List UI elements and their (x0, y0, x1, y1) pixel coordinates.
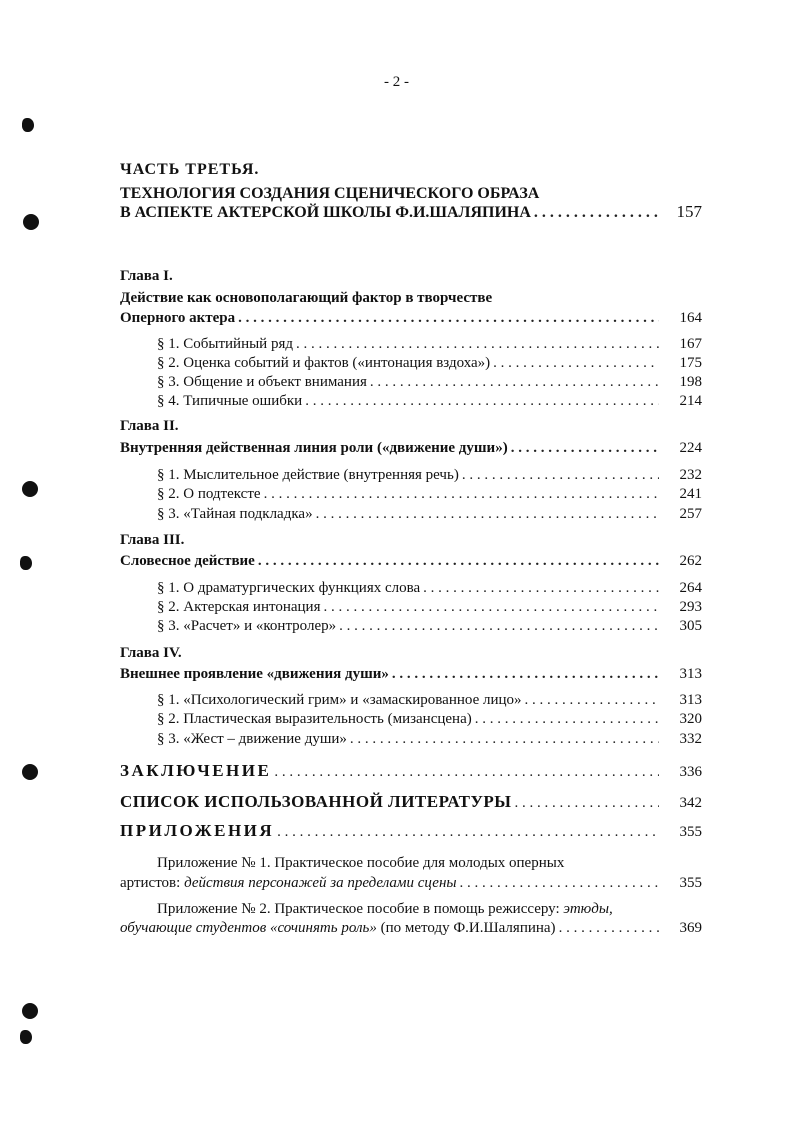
section-title: § 2. Оценка событий и фактов («интонация вздоха») (157, 355, 491, 371)
page-ref: 313 (679, 666, 702, 682)
appendix-text: Приложение № 2. Практическое пособие в помощь режиссеру: (157, 901, 564, 917)
page-ref: 332 (679, 731, 702, 747)
leader-dots (462, 467, 659, 484)
part-heading (120, 158, 702, 206)
page-ref: 198 (679, 374, 702, 390)
literature-title: СПИСОК ИСПОЛЬЗОВАННОЙ ЛИТЕРАТУРЫ (120, 792, 512, 811)
page-ref: 336 (679, 764, 702, 780)
page-ref: 257 (679, 506, 702, 522)
leader-dots (423, 580, 659, 597)
toc-entry-section[interactable] (157, 618, 702, 635)
section-title: § 1. «Психологический грим» и «замаскированное лицо» (157, 692, 522, 708)
toc-entry-section[interactable] (157, 692, 702, 709)
leader-dots (525, 692, 659, 709)
binder-hole-mark (22, 118, 34, 132)
leader-dots (258, 553, 659, 570)
page-ref: 342 (679, 795, 702, 811)
toc-entry-chapter[interactable] (120, 440, 702, 457)
toc-entry-section[interactable] (157, 393, 702, 410)
toc-entry-section[interactable] (157, 336, 702, 353)
chapter-label: Глава I. (120, 268, 173, 284)
section-title: § 3. «Жест – движение души» (157, 731, 347, 747)
toc-entry-section[interactable] (157, 506, 702, 523)
page-ref: 214 (679, 393, 702, 409)
chapter-title: Внутренняя действенная линия роли («движение души») (120, 440, 508, 456)
part-heading-line3: В АСПЕКТЕ АКТЕРСКОЙ ШКОЛЫ Ф.И.ШАЛЯПИНА (120, 204, 531, 221)
binder-hole-mark (22, 481, 38, 497)
page-number: - 2 - (384, 74, 409, 90)
page-ref: 164 (679, 310, 702, 326)
toc-entry-section[interactable] (157, 731, 702, 748)
toc-entry-section[interactable] (157, 599, 702, 616)
leader-dots (264, 486, 659, 503)
leader-dots (274, 764, 659, 781)
leader-dots (316, 506, 659, 523)
section-title: § 1. Событийный ряд (157, 336, 293, 352)
appendix-1-line1: Приложение № 1. Практическое пособие для молодых оперных (157, 855, 565, 871)
toc-entry-section[interactable] (157, 580, 702, 597)
page-ref: 369 (679, 920, 702, 936)
section-title: § 2. Пластическая выразительность (мизансцена) (157, 711, 472, 727)
leader-dots (305, 393, 659, 410)
leader-dots (493, 355, 659, 372)
toc-entry-conclusion[interactable] (120, 761, 702, 781)
conclusion-title: ЗАКЛЮЧЕНИЕ (120, 761, 272, 780)
page-ref: 313 (679, 692, 702, 708)
leader-dots (515, 795, 660, 812)
page-ref: 355 (679, 824, 702, 840)
chapter-title: Словесное действие (120, 553, 255, 569)
leader-dots (370, 374, 659, 391)
toc-entry-appendix-2[interactable] (120, 898, 680, 920)
toc-entry-section[interactable] (157, 486, 702, 503)
chapter-title: Внешнее проявление «движения души» (120, 666, 389, 682)
section-title: § 3. «Тайная подкладка» (157, 506, 313, 522)
appendix-text: артистов: (120, 875, 185, 891)
section-title: § 2. О подтексте (157, 486, 261, 502)
binder-hole-mark (20, 556, 32, 570)
leader-dots (392, 666, 659, 683)
appendix-italic-text: этюды, (563, 901, 613, 917)
leader-dots (296, 336, 659, 353)
leader-dots (559, 920, 659, 937)
binder-hole-mark (22, 1003, 38, 1019)
appendix-text: (по методу Ф.И.Шаляпина) (376, 920, 556, 936)
page-ref: 241 (679, 486, 702, 502)
leader-dots (534, 204, 659, 222)
section-title: § 2. Актерская интонация (157, 599, 321, 615)
page-ref: 262 (679, 553, 702, 569)
leader-dots (460, 875, 659, 892)
section-title: § 4. Типичные ошибки (157, 393, 303, 409)
page-ref: 305 (679, 618, 702, 634)
appendix-1-line2 (120, 875, 457, 892)
section-title: § 1. Мыслительное действие (внутренняя речь) (157, 467, 459, 483)
toc-entry-appendix-2-line2[interactable] (120, 920, 702, 937)
toc-entry-part[interactable] (120, 202, 702, 222)
page-ref: 175 (679, 355, 702, 371)
toc-entry-section[interactable] (157, 467, 702, 484)
toc-entry-literature[interactable] (120, 792, 702, 812)
page-ref: 293 (679, 599, 702, 615)
toc-entry-appendices[interactable] (120, 821, 702, 841)
toc-entry-appendix-1[interactable] (120, 852, 680, 874)
leader-dots (511, 440, 659, 457)
toc-entry-chapter[interactable] (120, 310, 702, 327)
toc-entry-appendix-1-line2[interactable] (120, 875, 702, 892)
chapter-title: Действие как основополагающий фактор в творчестве (120, 290, 493, 306)
binder-hole-mark (20, 1030, 32, 1044)
part-heading-line2: ТЕХНОЛОГИЯ СОЗДАНИЯ СЦЕНИЧЕСКОГО ОБРАЗА (120, 185, 540, 202)
section-title: § 3. Общение и объект внимания (157, 374, 367, 390)
page-ref: 320 (679, 711, 702, 727)
appendix-2-line1 (120, 898, 680, 920)
page-ref: 264 (679, 580, 702, 596)
page-ref: 167 (679, 336, 702, 352)
toc-entry-section[interactable] (157, 711, 702, 728)
section-title: § 3. «Расчет» и «контролер» (157, 618, 337, 634)
chapter-label: Глава III. (120, 532, 185, 548)
chapter-label: Глава IV. (120, 645, 182, 661)
binder-hole-mark (23, 214, 39, 230)
page-ref: 355 (679, 875, 702, 891)
leader-dots (323, 599, 659, 616)
appendix-italic-text: обучающие студентов «сочинять роль» (120, 920, 377, 936)
part-heading-line1: ЧАСТЬ ТРЕТЬЯ. (120, 161, 260, 178)
leader-dots (277, 824, 659, 841)
toc-entry-chapter[interactable] (120, 666, 702, 683)
appendix-2-line2 (120, 920, 556, 937)
page-ref: 157 (676, 202, 702, 221)
chapter-label: Глава II. (120, 418, 179, 434)
toc-entry-chapter[interactable] (120, 553, 702, 570)
leader-dots (238, 310, 659, 327)
page-ref: 232 (679, 467, 702, 483)
chapter-title: Оперного актера (120, 310, 236, 326)
toc-entry-section[interactable] (157, 374, 702, 391)
binder-hole-mark (22, 764, 38, 780)
leader-dots (350, 731, 659, 748)
appendices-title: ПРИЛОЖЕНИЯ (120, 821, 275, 840)
page-ref: 224 (679, 440, 702, 456)
appendix-italic-text: действия персонажей за пределами сцены (184, 875, 457, 891)
section-title: § 1. О драматургических функциях слова (157, 580, 421, 596)
leader-dots (475, 711, 659, 728)
toc-entry-section[interactable] (157, 355, 702, 372)
leader-dots (339, 618, 659, 635)
